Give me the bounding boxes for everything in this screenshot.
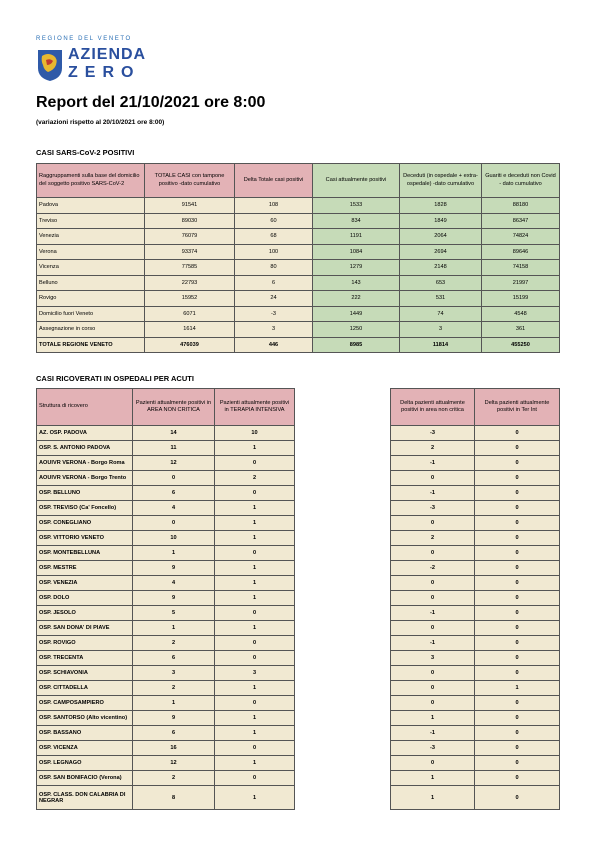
table-row — [391, 786, 560, 810]
delta-non-critical-cell: -1 — [391, 726, 475, 741]
table-row — [391, 471, 560, 486]
report-title: Report del 21/10/2021 ore 8:00 — [36, 94, 266, 111]
table-row — [37, 260, 560, 276]
table-row — [37, 213, 560, 229]
non-critical-cell: 6 — [133, 651, 215, 666]
deceased-cell: 1849 — [400, 213, 482, 229]
delta-non-critical-cell: 0 — [391, 591, 475, 606]
table-row — [391, 726, 560, 741]
table-row — [37, 651, 295, 666]
non-critical-cell: 5 — [133, 606, 215, 621]
intensive-care-cell: 10 — [215, 426, 295, 441]
table-row — [391, 591, 560, 606]
table-row — [391, 441, 560, 456]
facility-name-cell: OSP. SAN DONA' DI PIAVE — [37, 621, 133, 636]
delta-non-critical-cell: 0 — [391, 471, 475, 486]
table-row — [391, 456, 560, 471]
facility-name-cell: OSP. MONTEBELLUNA — [37, 546, 133, 561]
table-row — [37, 337, 560, 353]
non-critical-cell: 2 — [133, 636, 215, 651]
delta-total-cell: 80 — [235, 260, 313, 276]
current-positive-cell: 1279 — [313, 260, 400, 276]
intensive-care-cell: 0 — [215, 606, 295, 621]
facility-name-cell: OSP. JESOLO — [37, 606, 133, 621]
header-delta-non-critical: Delta pazienti attualmente positivi in area non critica — [391, 389, 475, 426]
deceased-cell: 74 — [400, 306, 482, 322]
intensive-care-cell: 0 — [215, 651, 295, 666]
delta-intensive-cell: 0 — [475, 591, 560, 606]
table-header-row — [391, 389, 560, 426]
table-header-row — [37, 389, 295, 426]
table-row — [391, 531, 560, 546]
intensive-care-cell: 0 — [215, 456, 295, 471]
table-row — [37, 741, 295, 756]
table-row — [37, 666, 295, 681]
current-positive-cell: 143 — [313, 275, 400, 291]
non-critical-cell: 1 — [133, 621, 215, 636]
table-row — [391, 621, 560, 636]
non-critical-cell: 0 — [133, 516, 215, 531]
grouping-cell: Padova — [37, 198, 145, 214]
delta-non-critical-cell: 0 — [391, 666, 475, 681]
delta-total-cell: 60 — [235, 213, 313, 229]
non-critical-cell: 14 — [133, 426, 215, 441]
table-row — [37, 771, 295, 786]
facility-name-cell: OSP. TREVISO (Ca' Foncello) — [37, 501, 133, 516]
delta-non-critical-cell: 0 — [391, 696, 475, 711]
delta-intensive-cell: 0 — [475, 441, 560, 456]
table-row — [391, 486, 560, 501]
facility-name-cell: AZ. OSP. PADOVA — [37, 426, 133, 441]
total-cases-cell: 15952 — [145, 291, 235, 307]
header-recovered: Guariti e deceduti non Covid - dato cumulativo — [482, 164, 560, 198]
facility-name-cell: OSP. DOLO — [37, 591, 133, 606]
section-hospitalized-heading: CASI RICOVERATI IN OSPEDALI PER ACUTI — [36, 374, 194, 383]
intensive-care-cell: 1 — [215, 441, 295, 456]
recovered-cell: 21997 — [482, 275, 560, 291]
intensive-care-cell: 0 — [215, 636, 295, 651]
deceased-cell: 1828 — [400, 198, 482, 214]
delta-intensive-cell: 0 — [475, 426, 560, 441]
facility-name-cell: OSP. VICENZA — [37, 741, 133, 756]
table-row — [37, 441, 295, 456]
current-positive-cell: 1250 — [313, 322, 400, 338]
delta-non-critical-cell: -1 — [391, 636, 475, 651]
logo-line-1: AZIENDA — [68, 46, 147, 63]
table-row — [37, 322, 560, 338]
facility-name-cell: OSP. BELLUNO — [37, 486, 133, 501]
delta-non-critical-cell: 2 — [391, 531, 475, 546]
total-cases-cell: 89030 — [145, 213, 235, 229]
table-row — [37, 681, 295, 696]
grouping-cell: Belluno — [37, 275, 145, 291]
table-row — [37, 471, 295, 486]
logo-line-2: ZERO — [68, 64, 141, 81]
grouping-cell: Vicenza — [37, 260, 145, 276]
delta-intensive-cell: 1 — [475, 681, 560, 696]
delta-intensive-cell: 0 — [475, 531, 560, 546]
facility-name-cell: OSP. BASSANO — [37, 726, 133, 741]
non-critical-cell: 9 — [133, 591, 215, 606]
delta-total-cell: 100 — [235, 244, 313, 260]
delta-non-critical-cell: 0 — [391, 516, 475, 531]
delta-intensive-cell: 0 — [475, 486, 560, 501]
hospitalized-delta-table — [390, 388, 560, 810]
delta-intensive-cell: 0 — [475, 711, 560, 726]
current-positive-cell: 1084 — [313, 244, 400, 260]
delta-intensive-cell: 0 — [475, 471, 560, 486]
total-cases-cell: 22793 — [145, 275, 235, 291]
table-row — [37, 696, 295, 711]
table-row — [391, 516, 560, 531]
delta-total-cell: 6 — [235, 275, 313, 291]
non-critical-cell: 12 — [133, 456, 215, 471]
delta-intensive-cell: 0 — [475, 606, 560, 621]
table-row — [391, 546, 560, 561]
intensive-care-cell: 0 — [215, 741, 295, 756]
table-row — [391, 501, 560, 516]
non-critical-cell: 4 — [133, 576, 215, 591]
intensive-care-cell: 1 — [215, 756, 295, 771]
non-critical-cell: 1 — [133, 696, 215, 711]
total-cases-cell: 476039 — [145, 337, 235, 353]
facility-name-cell: OSP. TRECENTA — [37, 651, 133, 666]
section-positive-cases-heading: CASI SARS-CoV-2 POSITIVI — [36, 148, 135, 157]
table-row — [37, 591, 295, 606]
non-critical-cell: 1 — [133, 546, 215, 561]
deceased-cell: 653 — [400, 275, 482, 291]
recovered-cell: 88180 — [482, 198, 560, 214]
current-positive-cell: 8985 — [313, 337, 400, 353]
delta-intensive-cell: 0 — [475, 786, 560, 810]
non-critical-cell: 2 — [133, 681, 215, 696]
intensive-care-cell: 2 — [215, 471, 295, 486]
header-delta-intensive: Delta pazienti attualmente positivi in Ter Int — [475, 389, 560, 426]
non-critical-cell: 11 — [133, 441, 215, 456]
current-positive-cell: 1191 — [313, 229, 400, 245]
deceased-cell: 2064 — [400, 229, 482, 245]
delta-total-cell: 108 — [235, 198, 313, 214]
delta-intensive-cell: 0 — [475, 621, 560, 636]
non-critical-cell: 6 — [133, 726, 215, 741]
non-critical-cell: 8 — [133, 786, 215, 810]
total-cases-cell: 76079 — [145, 229, 235, 245]
delta-non-critical-cell: -1 — [391, 456, 475, 471]
intensive-care-cell: 1 — [215, 501, 295, 516]
delta-non-critical-cell: -2 — [391, 561, 475, 576]
delta-intensive-cell: 0 — [475, 756, 560, 771]
intensive-care-cell: 0 — [215, 771, 295, 786]
table-row — [37, 786, 295, 810]
intensive-care-cell: 1 — [215, 681, 295, 696]
intensive-care-cell: 1 — [215, 621, 295, 636]
intensive-care-cell: 1 — [215, 786, 295, 810]
table-row — [37, 456, 295, 471]
recovered-cell: 361 — [482, 322, 560, 338]
current-positive-cell: 222 — [313, 291, 400, 307]
grouping-cell: Treviso — [37, 213, 145, 229]
table-row — [37, 501, 295, 516]
delta-intensive-cell: 0 — [475, 576, 560, 591]
delta-intensive-cell: 0 — [475, 741, 560, 756]
table-row — [391, 771, 560, 786]
non-critical-cell: 0 — [133, 471, 215, 486]
delta-total-cell: -3 — [235, 306, 313, 322]
table-row — [391, 606, 560, 621]
delta-total-cell: 68 — [235, 229, 313, 245]
recovered-cell: 74824 — [482, 229, 560, 245]
non-critical-cell: 4 — [133, 501, 215, 516]
non-critical-cell: 2 — [133, 771, 215, 786]
table-row — [37, 636, 295, 651]
intensive-care-cell: 1 — [215, 576, 295, 591]
delta-intensive-cell: 0 — [475, 516, 560, 531]
delta-non-critical-cell: -1 — [391, 606, 475, 621]
table-row — [37, 275, 560, 291]
delta-intensive-cell: 0 — [475, 666, 560, 681]
deceased-cell: 11814 — [400, 337, 482, 353]
delta-intensive-cell: 0 — [475, 546, 560, 561]
intensive-care-cell: 1 — [215, 711, 295, 726]
table-row — [37, 486, 295, 501]
deceased-cell: 2148 — [400, 260, 482, 276]
table-row — [37, 621, 295, 636]
header-non-critical: Pazienti attualmente positivi in AREA NON CRITICA — [133, 389, 215, 426]
intensive-care-cell: 1 — [215, 516, 295, 531]
hospitalized-table — [36, 388, 295, 810]
table-row — [391, 696, 560, 711]
facility-name-cell: OSP. SAN BONIFACIO (Verona) — [37, 771, 133, 786]
table-row — [391, 576, 560, 591]
table-row — [391, 711, 560, 726]
grouping-cell: TOTALE REGIONE VENETO — [37, 337, 145, 353]
facility-name-cell: OSP. SANTORSO (Alto vicentino) — [37, 711, 133, 726]
intensive-care-cell: 0 — [215, 546, 295, 561]
table-header-row — [37, 164, 560, 198]
table-row — [37, 291, 560, 307]
table-row — [37, 198, 560, 214]
table-row — [391, 426, 560, 441]
delta-non-critical-cell: -1 — [391, 486, 475, 501]
deceased-cell: 2694 — [400, 244, 482, 260]
non-critical-cell: 12 — [133, 756, 215, 771]
facility-name-cell: AOUIVR VERONA - Borgo Trento — [37, 471, 133, 486]
facility-name-cell: OSP. VENEZIA — [37, 576, 133, 591]
recovered-cell: 86347 — [482, 213, 560, 229]
facility-name-cell: OSP. S. ANTONIO PADOVA — [37, 441, 133, 456]
facility-name-cell: OSP. VITTORIO VENETO — [37, 531, 133, 546]
table-row — [391, 666, 560, 681]
delta-intensive-cell: 0 — [475, 651, 560, 666]
header-current-positive: Casi attualmente positivi — [313, 164, 400, 198]
table-row — [37, 531, 295, 546]
lion-emblem-icon — [36, 48, 64, 82]
delta-intensive-cell: 0 — [475, 696, 560, 711]
grouping-cell: Assegnazione in corso — [37, 322, 145, 338]
facility-name-cell: OSP. CITTADELLA — [37, 681, 133, 696]
intensive-care-cell: 1 — [215, 561, 295, 576]
current-positive-cell: 1533 — [313, 198, 400, 214]
delta-intensive-cell: 0 — [475, 636, 560, 651]
header-delta-total: Delta Totale casi positivi — [235, 164, 313, 198]
positive-cases-table — [36, 163, 560, 353]
table-row — [391, 681, 560, 696]
delta-non-critical-cell: 1 — [391, 711, 475, 726]
delta-non-critical-cell: 0 — [391, 621, 475, 636]
current-positive-cell: 834 — [313, 213, 400, 229]
table-row — [37, 576, 295, 591]
recovered-cell: 89646 — [482, 244, 560, 260]
delta-non-critical-cell: 1 — [391, 786, 475, 810]
delta-intensive-cell: 0 — [475, 561, 560, 576]
recovered-cell: 4548 — [482, 306, 560, 322]
facility-name-cell: OSP. SCHIAVONIA — [37, 666, 133, 681]
table-row — [391, 636, 560, 651]
table-row — [391, 741, 560, 756]
grouping-cell: Domicilio fuori Veneto — [37, 306, 145, 322]
intensive-care-cell: 1 — [215, 531, 295, 546]
non-critical-cell: 3 — [133, 666, 215, 681]
table-row — [37, 711, 295, 726]
grouping-cell: Venezia — [37, 229, 145, 245]
delta-total-cell: 24 — [235, 291, 313, 307]
intensive-care-cell: 3 — [215, 666, 295, 681]
table-row — [37, 561, 295, 576]
non-critical-cell: 9 — [133, 711, 215, 726]
delta-intensive-cell: 0 — [475, 771, 560, 786]
grouping-cell: Rovigo — [37, 291, 145, 307]
delta-intensive-cell: 0 — [475, 501, 560, 516]
table-row — [37, 244, 560, 260]
delta-non-critical-cell: 0 — [391, 756, 475, 771]
facility-name-cell: OSP. CONEGLIANO — [37, 516, 133, 531]
table-row — [391, 561, 560, 576]
recovered-cell: 15199 — [482, 291, 560, 307]
total-cases-cell: 77585 — [145, 260, 235, 276]
table-row — [391, 651, 560, 666]
delta-non-critical-cell: -3 — [391, 426, 475, 441]
deceased-cell: 531 — [400, 291, 482, 307]
deceased-cell: 3 — [400, 322, 482, 338]
table-row — [37, 756, 295, 771]
facility-name-cell: OSP. LEGNAGO — [37, 756, 133, 771]
delta-intensive-cell: 0 — [475, 726, 560, 741]
header-facility: Struttura di ricovero — [37, 389, 133, 426]
recovered-cell: 455250 — [482, 337, 560, 353]
delta-non-critical-cell: 0 — [391, 546, 475, 561]
delta-intensive-cell: 0 — [475, 456, 560, 471]
total-cases-cell: 6071 — [145, 306, 235, 322]
header-deceased: Deceduti (in ospedale + extra-ospedale) -dato cumulativo — [400, 164, 482, 198]
current-positive-cell: 1449 — [313, 306, 400, 322]
non-critical-cell: 9 — [133, 561, 215, 576]
header-total-cases: TOTALE CASI con tampone positivo -dato cumulativo — [145, 164, 235, 198]
facility-name-cell: OSP. CLASS. DON CALABRIA DI NEGRAR — [37, 786, 133, 810]
table-row — [37, 546, 295, 561]
delta-non-critical-cell: -3 — [391, 741, 475, 756]
table-row — [37, 306, 560, 322]
facility-name-cell: OSP. CAMPOSAMPIERO — [37, 696, 133, 711]
table-row — [37, 516, 295, 531]
logo-region-text: REGIONE DEL VENETO — [36, 36, 132, 42]
total-cases-cell: 93374 — [145, 244, 235, 260]
azienda-zero-logo — [34, 36, 154, 88]
table-row — [37, 229, 560, 245]
delta-non-critical-cell: 3 — [391, 651, 475, 666]
header-grouping: Raggruppamenti sulla base del domicilio del soggetto positivo SARS-CoV-2 — [37, 164, 145, 198]
facility-name-cell: OSP. MESTRE — [37, 561, 133, 576]
intensive-care-cell: 0 — [215, 486, 295, 501]
intensive-care-cell: 0 — [215, 696, 295, 711]
total-cases-cell: 1614 — [145, 322, 235, 338]
facility-name-cell: OSP. ROVIGO — [37, 636, 133, 651]
delta-non-critical-cell: 0 — [391, 681, 475, 696]
table-row — [391, 756, 560, 771]
non-critical-cell: 6 — [133, 486, 215, 501]
delta-non-critical-cell: 1 — [391, 771, 475, 786]
delta-total-cell: 3 — [235, 322, 313, 338]
delta-non-critical-cell: 2 — [391, 441, 475, 456]
delta-total-cell: 446 — [235, 337, 313, 353]
intensive-care-cell: 1 — [215, 591, 295, 606]
intensive-care-cell: 1 — [215, 726, 295, 741]
table-row — [37, 726, 295, 741]
table-row — [37, 606, 295, 621]
total-cases-cell: 91541 — [145, 198, 235, 214]
facility-name-cell: AOUIVR VERONA - Borgo Roma — [37, 456, 133, 471]
delta-non-critical-cell: -3 — [391, 501, 475, 516]
table-row — [37, 426, 295, 441]
header-intensive-care: Pazienti attualmente positivi in TERAPIA INTENSIVA — [215, 389, 295, 426]
report-subtitle: (variazioni rispetto al 20/10/2021 ore 8:00) — [36, 119, 165, 126]
non-critical-cell: 16 — [133, 741, 215, 756]
recovered-cell: 74158 — [482, 260, 560, 276]
non-critical-cell: 10 — [133, 531, 215, 546]
delta-non-critical-cell: 0 — [391, 576, 475, 591]
grouping-cell: Verona — [37, 244, 145, 260]
